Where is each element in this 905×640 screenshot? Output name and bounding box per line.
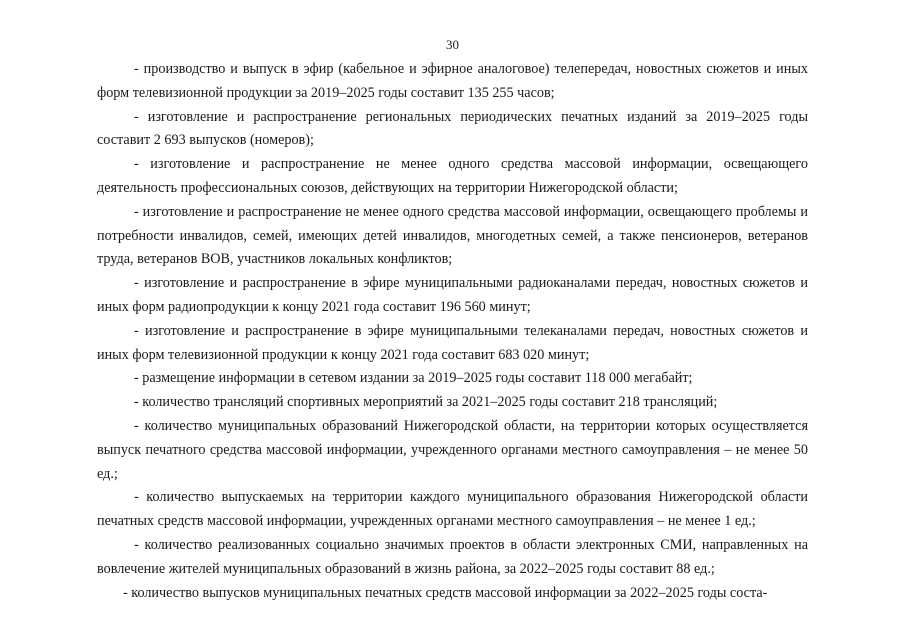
paragraph-online-publication: - размещение информации в сетевом издании за 2019–2025 годы составит 118 000 мегабайт; [134, 370, 693, 387]
paragraph-tv-municipal: - изготовление и распространение в эфире муниципальными телеканалами передач, новостных сюжетов и иных форм телевизионной продукции к концу 2021 года составит 683 020 минут; [97, 322, 808, 363]
paragraph-tv-production: - производство и выпуск в эфир (кабельное и эфирное аналоговое) телепередач, новостных сюжетов и иных форм телевизионной продукции за 2019–2025 годы составит 135 255 часов; [97, 61, 808, 101]
paragraph-social-projects: - количество реализованных социально значимых проектов в области электронных СМИ, направленных на вовлечение жителей муниципальных образований в жизнь района, за 2022–2025 годы составит 88 ед.; [97, 536, 808, 577]
paragraph-print-media-count: - количество выпускаемых на территории каждого муниципального образования Нижегородской области печатных средств массовой информации, учрежденных органами местного самоуправления – не менее 1 ед.; [97, 489, 808, 530]
paragraph-print-periodicals: - изготовление и распространение региональных периодических печатных изданий за 2019–2025 годы составит 2 693 выпусков (номеров); [97, 108, 808, 149]
paragraph-sports-broadcasts: - количество трансляций спортивных мероприятий за 2021–2025 годы составит 218 трансляций; [134, 394, 718, 411]
paragraph-radio-production: - изготовление и распространение в эфире муниципальными радиоканалами передач, новостных сюжетов и иных форм радиопродукции к концу 2021 года составит 196 560 минут; [97, 275, 808, 315]
paragraph-trade-unions-media: - изготовление и распространение не менее одного средства массовой информации, освещающего деятельность профессиональных союзов, действующих на территории Нижегородской области; [97, 156, 808, 196]
document-body [97, 58, 808, 605]
paragraph-disabled-families-media: - изготовление и распространение не менее одного средства массовой информации, освещающего проблемы и потребности инвалидов, семей, имеющих детей инвалидов, многодетных семей, а также пенсионеров, ветеранов труда, ветеранов ВОВ, участников локальных конфликтов; [97, 203, 808, 268]
paragraph-municipalities-count: - количество муниципальных образований Нижегородской области, на территории которых осуществляется выпуск печатного средства массовой информации, учрежденного органами местного самоуправления – не менее 50 ед.; [97, 417, 808, 482]
paragraph-print-issues: - количество выпусков муниципальных печатных средств массовой информации за 2022–2025 годы соста- [123, 584, 768, 601]
page-number: 30 [446, 37, 459, 52]
